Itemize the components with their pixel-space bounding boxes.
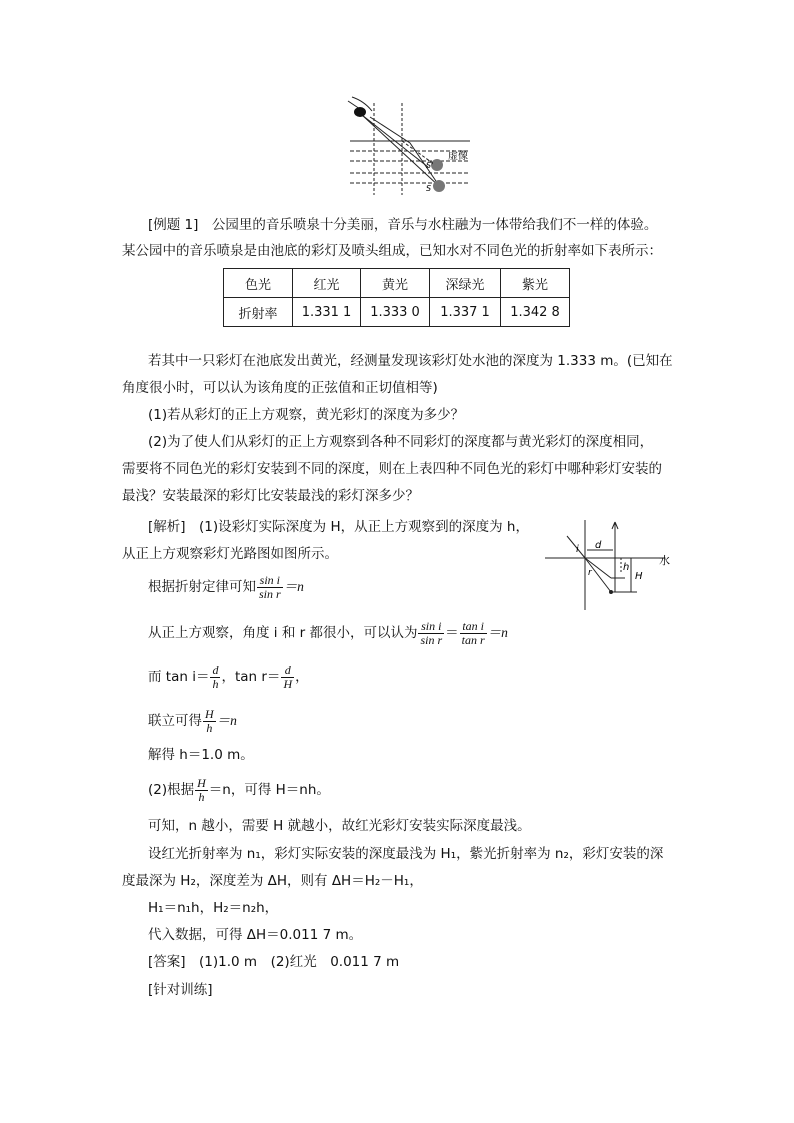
denominator: sin r (420, 632, 443, 647)
denominator: tan r (461, 632, 485, 647)
numerator: tan i (460, 620, 487, 634)
label-s: S (426, 184, 432, 193)
numerator: d (281, 664, 294, 678)
denominator: h (206, 720, 213, 735)
table-cell: 紫光 (501, 269, 570, 298)
fraction (257, 574, 283, 601)
question-1: (1)若从彩灯的正上方观察，黄光彩灯的深度为多少？ (148, 407, 465, 423)
question-text: 角度很小时，可以认为该角度的正弦值和正切值相等) (122, 380, 438, 396)
text: 而 tan i＝ (148, 669, 210, 685)
setup-line: 度最深为 H₂，深度差为 ΔH，则有 ΔH＝H₂－H₁， (122, 873, 423, 889)
virtual-image-figure (340, 95, 475, 205)
label-i: i (576, 544, 579, 555)
small-angle-line (148, 618, 508, 648)
fraction (203, 708, 216, 735)
text: 根据折射定律可知 (148, 579, 256, 595)
solution-line: 从正上方观察彩灯光路图如图所示。 (122, 546, 338, 562)
table-cell: 红光 (293, 269, 361, 298)
numerator: sin i (418, 620, 444, 634)
solution-line: [解析] (1)设彩灯实际深度为 H，从正上方观察到的深度为 h， (148, 519, 529, 535)
table-header-row (224, 269, 570, 298)
question-2: (2)为了使人们从彩灯的正上方观察到各种不同彩灯的深度都与黄光彩灯的深度相同， (148, 434, 654, 450)
substitute-line: 代入数据，可得 ΔH＝0.011 7 m。 (148, 927, 363, 943)
answer-line: [答案] (1)1.0 m (2)红光 0.011 7 m (148, 954, 400, 970)
question-2: 最浅？安装最深的彩灯比安装最浅的彩灯深多少？ (122, 488, 419, 504)
setup-line: H₁＝n₁h，H₂＝n₂h， (148, 900, 279, 916)
fraction (195, 777, 208, 804)
text: (2)根据 (148, 782, 195, 798)
fraction (281, 664, 294, 691)
text: ，tan r＝ (221, 669, 281, 685)
training-heading: [针对训练] (148, 982, 213, 998)
refraction-table (223, 268, 570, 327)
text: ＝n (487, 625, 508, 640)
text: ＝n (283, 579, 304, 594)
numerator: H (205, 706, 214, 721)
virtual-image-label: 虚像 (448, 151, 468, 162)
tan-line (148, 662, 309, 692)
example-title-line: [例题 1] 公园里的音乐喷泉十分美丽，音乐与水柱融为一体带给我们不一样的体验。 (148, 217, 658, 233)
solve-line: 解得 h＝1.0 m。 (148, 747, 254, 763)
text: 从正上方观察，角度 i 和 r 都很小，可以认为 (148, 625, 418, 641)
conclusion-line: 可知，n 越小，需要 H 就越小，故红光彩灯安装实际深度最浅。 (148, 818, 531, 834)
refraction-law-line (148, 572, 304, 602)
fraction (460, 620, 487, 647)
text: ＝ (445, 625, 459, 641)
table-cell: 黄光 (361, 269, 430, 298)
part2-line (148, 775, 330, 805)
label-s-prime: S' (426, 161, 434, 170)
label-water: 水 (659, 554, 670, 567)
text: 联立可得 (148, 713, 202, 729)
denominator: h (212, 676, 219, 691)
question-2: 需要将不同色光的彩灯安装到不同的深度，则在上表四种不同色光的彩灯中哪种彩灯安装的 (122, 461, 662, 477)
label-d: d (595, 540, 602, 551)
table-row (224, 298, 570, 327)
denominator: sin r (259, 586, 281, 601)
table-cell: 深绿光 (430, 269, 501, 298)
fraction (210, 664, 220, 691)
table-cell: 折射率 (224, 298, 293, 327)
question-text: 若其中一只彩灯在池底发出黄光，经测量发现该彩灯处水池的深度为 1.333 m。(已知在 (148, 353, 673, 369)
table-cell: 1.331 1 (293, 298, 361, 327)
combine-line (148, 706, 237, 736)
denominator: h (198, 789, 205, 804)
example-line-2: 某公园中的音乐喷泉是由池底的彩灯及喷头组成，已知水对不同色光的折射率如下表所示： (122, 243, 662, 259)
table-cell: 色光 (224, 269, 293, 298)
table-cell: 1.337 1 (430, 298, 501, 327)
numerator: d (212, 662, 219, 677)
numerator: H (197, 775, 206, 790)
label-r: r (588, 568, 592, 578)
numerator: sin i (257, 574, 283, 588)
light-path-figure (545, 518, 685, 613)
label-h: h (623, 562, 630, 573)
text: ＝n (216, 713, 237, 728)
label-H: H (635, 571, 643, 582)
table-cell: 1.342 8 (501, 298, 570, 327)
setup-line: 设红光折射率为 n₁，彩灯实际安装的深度最浅为 H₁，紫光折射率为 n₂，彩灯安装的深 (148, 846, 664, 862)
text: ， (295, 669, 309, 685)
table-cell: 1.333 0 (361, 298, 430, 327)
denominator: H (283, 676, 293, 691)
fraction (418, 620, 444, 647)
text: ＝n，可得 H＝nh。 (208, 782, 330, 798)
